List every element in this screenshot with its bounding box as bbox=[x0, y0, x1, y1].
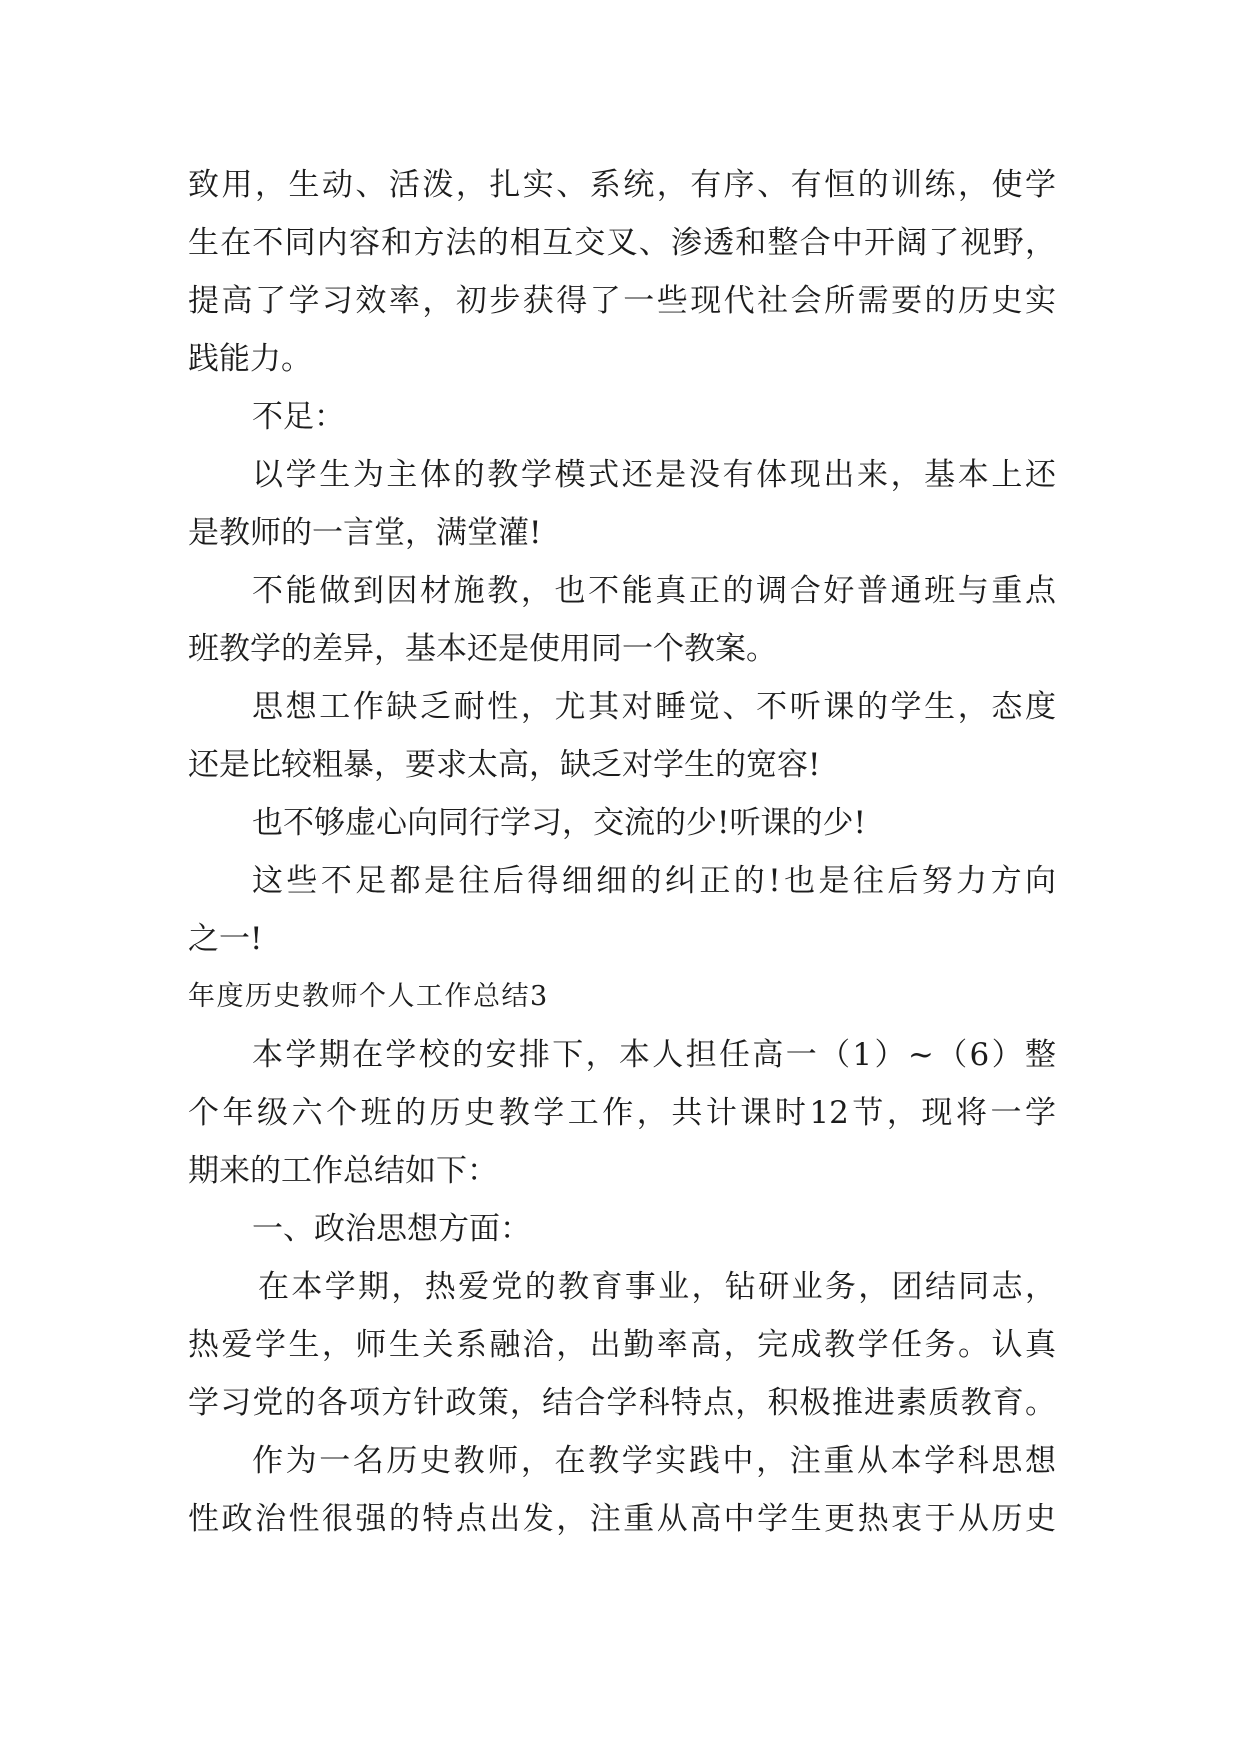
text-line: 生在不同内容和方法的相互交叉、渗透和整合中开阔了视野， bbox=[188, 225, 1056, 261]
section-heading: 年度历史教师个人工作总结3 bbox=[188, 981, 549, 1012]
text-line: 是教师的一言堂，满堂灌! bbox=[188, 515, 542, 551]
text-line: 也不够虚心向同行学习，交流的少!听课的少! bbox=[252, 805, 866, 841]
text-line: 期来的工作总结如下： bbox=[188, 1153, 498, 1189]
paragraph bbox=[188, 1258, 1056, 1432]
document-body bbox=[188, 156, 1056, 1548]
text-line: 这些不足都是往后得细细的纠正的!也是往后努力方向 bbox=[252, 863, 1056, 899]
text-line: 之一! bbox=[188, 921, 263, 957]
paragraph bbox=[188, 794, 1056, 852]
paragraph bbox=[188, 388, 1056, 446]
text-line: 作为一名历史教师，在教学实践中，注重从本学科思想 bbox=[252, 1443, 1056, 1479]
text-line: 本学期在学校的安排下，本人担任高一（1）~（6）整 bbox=[252, 1037, 1056, 1073]
text-line: 在本学期，热爱党的教育事业，钻研业务，团结同志， bbox=[258, 1269, 1056, 1305]
text-line: 班教学的差异，基本还是使用同一个教案。 bbox=[188, 631, 777, 667]
paragraph bbox=[188, 1432, 1056, 1548]
paragraph bbox=[188, 562, 1056, 678]
text-line: 学习党的各项方针政策，结合学科特点，积极推进素质教育。 bbox=[188, 1385, 1056, 1421]
subheading-line: 一、政治思想方面： bbox=[252, 1211, 531, 1247]
subheading-line: 不足： bbox=[252, 399, 345, 435]
paragraph bbox=[188, 1200, 1056, 1258]
paragraph bbox=[188, 678, 1056, 794]
text-line: 致用，生动、活泼，扎实、系统，有序、有恒的训练，使学 bbox=[188, 167, 1056, 203]
paragraph bbox=[188, 1026, 1056, 1200]
text-line: 思想工作缺乏耐性，尤其对睡觉、不听课的学生，态度 bbox=[252, 689, 1056, 725]
text-line: 提高了学习效率，初步获得了一些现代社会所需要的历史实 bbox=[188, 283, 1056, 319]
text-line: 性政治性很强的特点出发，注重从高中学生更热衷于从历史 bbox=[188, 1501, 1056, 1537]
text-line: 个年级六个班的历史教学工作，共计课时12节，现将一学 bbox=[188, 1095, 1056, 1131]
text-line: 以学生为主体的教学模式还是没有体现出来，基本上还 bbox=[252, 457, 1056, 493]
text-line: 热爱学生，师生关系融洽，出勤率高，完成教学任务。认真 bbox=[188, 1327, 1056, 1363]
paragraph bbox=[188, 852, 1056, 968]
paragraph bbox=[188, 156, 1056, 388]
text-line: 不能做到因材施教，也不能真正的调合好普通班与重点 bbox=[252, 573, 1056, 609]
text-line: 还是比较粗暴，要求太高，缺乏对学生的宽容! bbox=[188, 747, 821, 783]
paragraph bbox=[188, 446, 1056, 562]
text-line: 践能力。 bbox=[188, 341, 312, 377]
